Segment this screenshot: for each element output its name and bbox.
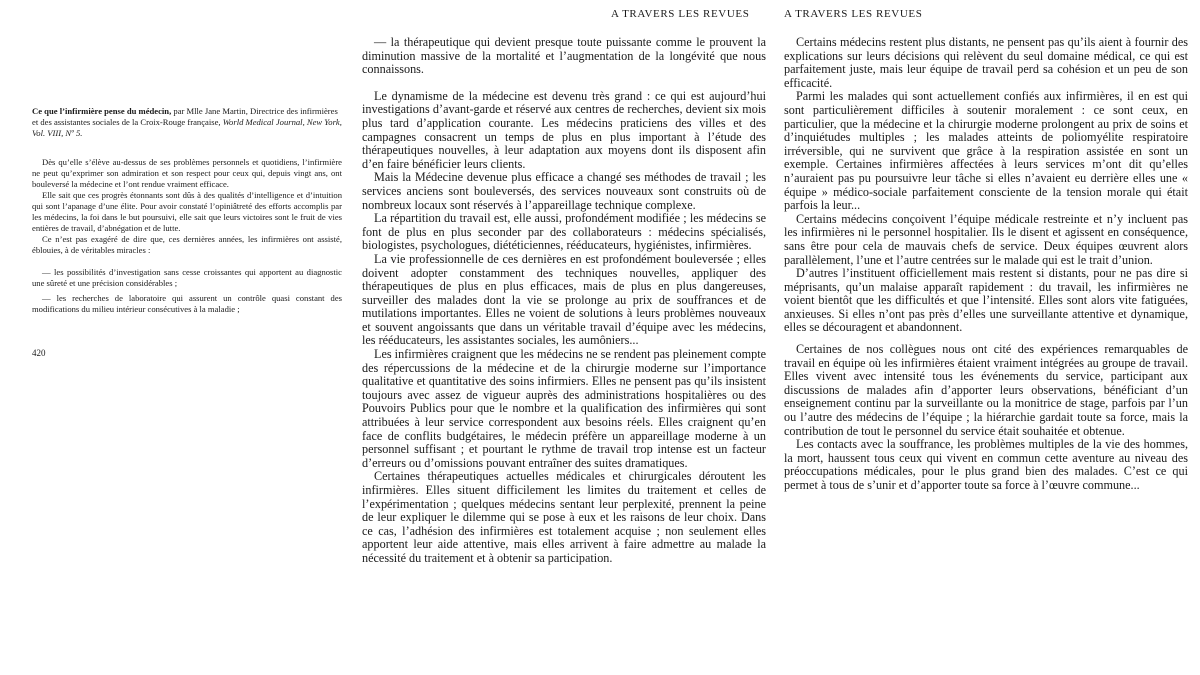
list-item: — les possibilités d’investigation sans cesse croissantes qui apportent au diagnostic une sûreté et une précision considérables ; bbox=[32, 267, 342, 288]
paragraph: Certains médecins conçoivent l’équipe médicale restreinte et n’y incluent pas les infirmières ni le personnel hospitalier. Ils le disent et agissent en conséquence, sans être pour cela de mauvais chefs de service. Deux équipes œuvrent alors parallèlement, l’une et l’autre centrées sur le malade qui est le trait d’union. bbox=[784, 211, 1188, 267]
article-title: Ce que l’infirmière pense du médecin, bbox=[32, 106, 172, 116]
paragraph: Les contacts avec la souffrance, les problèmes multiples de la vie des hommes, la mort, haussent tous ceux qui vivent en commun cette aventure au niveau des préoccupations médicales, pour le plus grand bien des malades. C’est ce qui permet à tous de s’unir et d’apporter toute sa force à l’œuvre commune... bbox=[784, 437, 1188, 492]
paragraph: D’autres l’instituent officiellement mais restent si distants, pour ne pas dire si méprisants, qu’un malaise apparaît rapidement : du travail, les infirmières ne voient bientôt que les difficultés et que l’intensité. Elles sont alors vite fatiguées, anxieuses. Si elles n’ont pas près d’elles une surveillante attentive et dynamique, elles se découragent et abandonnent. bbox=[784, 266, 1188, 335]
paragraph: Ce n’est pas exagéré de dire que, ces dernières années, les infirmières ont assisté, éblouies, à de véritables miracles : bbox=[32, 234, 342, 255]
middle-column bbox=[362, 36, 766, 566]
paragraph: La répartition du travail est, elle aussi, profondément modifiée ; les médecins se font de plus en plus seconder par des collaborateurs : médecins spécialisés, biologistes, psychologues, diététiciennes, rééducateurs, hygiénistes, infirmières. bbox=[362, 211, 766, 253]
paragraph: Elle sait que ces progrès étonnants sont dûs à des qualités d’intelligence et d’intuition qui sont l’apanage d’une élite. Pour avoir constaté l’opiniâtreté des efforts accomplis par les médecins, la foi dans le but poursuivi, elle sait que leurs victoires sont le fruit de vies entières de travail, d’abnégation et de lutte. bbox=[32, 190, 342, 233]
article-author: par Mlle Jane Martin, Directrice des infirmières et des assistantes sociales de la Croix-Rouge française, bbox=[32, 106, 338, 127]
running-head-right: A TRAVERS LES REVUES bbox=[784, 8, 923, 20]
paragraph: — la thérapeutique qui devient presque toute puissante comme le prouvent la diminution massive de la mortalité et l’augmentation de la longévité que nous connaissons. bbox=[362, 35, 766, 77]
paragraph: Parmi les malades qui sont actuellement confiés aux infirmières, il en est qui sont particulièrement difficiles à soutenir moralement : ce sont ceux, en particulier, que la médecine et la chirurgie moderne prolongent au prix de soins et d’inquiétudes multiples ; les malades atteints de poliomyélite respiratoire irréversible, qui ne survivent que grâce à la respiration assistée en sont un exemple. Certaines infirmières affectées à leurs services m’ont dit qu’elles n’auraient pas pu poursuivre leur tâche si elles n’avaient eu derrière elles une « équipe » médico-sociale parfaitement consciente de la tension morale qui était parfois la leur... bbox=[784, 89, 1188, 213]
paragraph: Certaines thérapeutiques actuelles médicales et chirurgicales déroutent les infirmières. Elles situent difficilement les limites du traitement et celles de l’expérimentation ; quelques médecins sentant leur perplexité, prennent la peine de leur expliquer le dilemme qui se pose à eux et les raisons de leur choix. Dans ce cas, l’adhésion des infirmières est totalement acquise ; non seulement elles apportent leur aide attentive, mais elles arrivent à faire admettre au malade la nécessité du traitement et à obtenir sa participation. bbox=[362, 469, 766, 565]
page-number: 420 bbox=[32, 348, 46, 358]
paragraph: Certaines de nos collègues nous ont cité des expériences remarquables de travail en équipe où les infirmières étaient vraiment intégrées au groupe de travail. Elles vivent avec intensité tous les événements du service, participant aux discussions de malades afin d’apporter leurs observations, bénéficiant d’un enseignement continu par la surveillante ou la monitrice de stage, parfois par l’un ou l’autre des médecins de l’équipe ; la hiérarchie gardait toute sa force, mais la contribution de tout le personnel du service était souhaitée et obtenue. bbox=[784, 342, 1188, 438]
miracles-list bbox=[32, 267, 342, 315]
list-item: — les recherches de laboratoire qui assurent un contrôle quasi constant des modifications du milieu intérieur consécutives à la maladie ; bbox=[32, 293, 342, 314]
paragraph: Certains médecins restent plus distants, ne pensent pas qu’ils aient à fournir des explications sur leurs décisions qui relèvent du seul domaine médical, ce qui est parfaitement juste, mais leur équipe de travail perd sa cohésion et un peu de son efficacité. bbox=[784, 35, 1188, 90]
paragraph: Les infirmières craignent que les médecins ne se rendent pas pleinement compte des répercussions de la médecine et de la chirurgie moderne sur l’importance qualitative et quantitative des soins infirmiers. Elles ne pensent pas qu’ils insistent toujours avec assez de vigueur auprès des administrations hospitalières ou des Pouvoirs Publics pour que le nombre et la qualification des infirmières qui sont attribuées à leur service correspondent aux besoins réels. Elles craignent qu’en face de conflits budgétaires, le médecin préfère un appareillage moderne à un personnel suffisant ; et pourtant le rythme de travail trop intense est un facteur d’erreurs ou d’omissions pouvant entraîner des suites dramatiques. bbox=[362, 347, 766, 470]
paragraph: Dès qu’elle s’élève au-dessus de ses problèmes personnels et quotidiens, l’infirmière ne peut qu’exprimer son admiration et son respect pour ceux qui, depuis vingt ans, ont bouleversé la médecine et l’ont rendue vraiment efficace. bbox=[32, 157, 342, 189]
right-column bbox=[784, 36, 1188, 493]
article-source: World Medical Journal, New York, Vol. VIII, Nº 5. bbox=[32, 117, 342, 138]
paragraph: Mais la Médecine devenue plus efficace a changé ses méthodes de travail ; les services anciens sont bouleversés, des services nouveaux sont construits où de nombreux locaux sont réservés à l’appareillage technique complexe. bbox=[362, 170, 766, 212]
paragraph: Le dynamisme de la médecine est devenu très grand : ce qui est aujourd’hui investigations d’avant-garde et réservé aux centres de recherches, devient six mois plus tard d’application courante. Les médecins praticiens des villes et des campagnes consacrent un temps de plus en plus important à l’étude des thérapeutiques nouvelles, à leur adaptation aux moyens dont ils disposent afin d’en faire bénéficier leurs clients. bbox=[362, 88, 766, 171]
article-heading bbox=[32, 106, 342, 139]
left-column bbox=[32, 106, 342, 315]
paragraph: La vie professionnelle de ces dernières en est profondément bouleversée ; elles doivent adopter constamment des techniques nouvelles, appliquer des thérapeutiques de plus en plus efficaces, mais de plus en plus dangereuses, surveiller des malades dont la vie se prolonge au prix de souffrances et de mutilations importantes. Elles ne voient de solutions à leurs problèmes nouveaux et souvent angoissants que dans un véritable travail d’équipe avec les médecins, les rééducateurs, les assistantes sociales, les aumôniers... bbox=[362, 251, 766, 348]
running-head-middle: A TRAVERS LES REVUES bbox=[611, 8, 750, 20]
